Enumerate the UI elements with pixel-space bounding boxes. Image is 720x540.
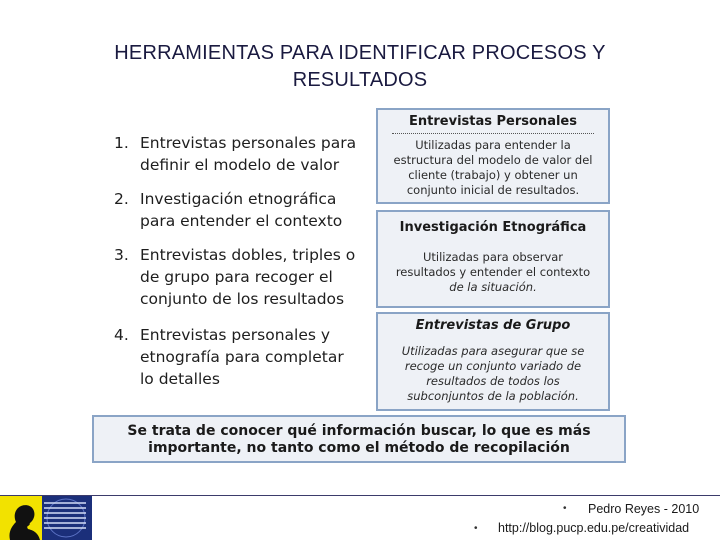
list-text-line: conjunto de los resultados (140, 290, 345, 308)
list-number: 3. (114, 246, 129, 264)
list-item (114, 188, 342, 232)
box-body (378, 134, 608, 198)
blog-logo (0, 496, 92, 540)
box-body-line: cliente (trabajo) y obtener un (408, 168, 578, 182)
logo-text-lines (44, 502, 86, 532)
box-body-line: resultados y entender el contexto (395, 265, 591, 279)
slide-title-line-1: HERRAMIENTAS PARA IDENTIFICAR PROCESOS Y (114, 42, 606, 64)
box-heading: Entrevistas de Grupo (415, 318, 571, 333)
box-entrevistas-personales (376, 108, 610, 204)
box-body-line: conjunto inicial de resultados. (406, 183, 580, 197)
box-heading: Investigación Etnográfica (399, 220, 587, 235)
footer-bullet: • (563, 503, 567, 514)
slide-title-line-2: RESULTADOS (292, 69, 428, 91)
list-text-line: lo detalles (140, 370, 220, 388)
list-text-line: para entender el contexto (140, 212, 343, 230)
box-body-line: Utilizadas para entender la (415, 138, 571, 152)
box-body-line: recoge un conjunto variado de (404, 359, 582, 373)
list-text-line: Entrevistas personales y (140, 326, 331, 344)
list-text-line: etnografía para completar (140, 348, 344, 366)
list-text-line: Investigación etnográfica (140, 190, 337, 208)
box-entrevistas-de-grupo (376, 312, 610, 411)
box-body (378, 338, 608, 404)
list-text-line: Entrevistas dobles, triples o (140, 246, 356, 264)
list-item (114, 324, 344, 390)
footer-url: http://blog.pucp.edu.pe/creatividad (498, 521, 690, 535)
list-number: 2. (114, 190, 129, 208)
list-item (114, 244, 355, 310)
box-body-line: resultados de todos los (426, 374, 560, 388)
footer-bullet: • (474, 523, 478, 534)
slide-title (30, 40, 690, 94)
box-body-line: estructura del modelo de valor del (393, 153, 593, 167)
banner-line-2: importante, no tanto como el método de recopilación (148, 440, 570, 456)
box-investigacion-etnografica (376, 210, 610, 308)
list-number: 1. (114, 134, 129, 152)
box-body (378, 242, 608, 295)
footer-divider (0, 495, 720, 496)
box-body-line: subconjuntos de la población. (407, 389, 579, 403)
box-body-line: Utilizadas para observar (422, 250, 564, 264)
banner-line-1: Se trata de conocer qué información buscar, lo que es más (127, 423, 591, 439)
box-body-line: Utilizadas para asegurar que se (401, 344, 585, 358)
conclusion-banner (92, 415, 626, 463)
list-text-line: de grupo para recoger el (140, 268, 333, 286)
box-heading: Entrevistas Personales (392, 110, 594, 134)
footer-author: Pedro Reyes - 2010 (588, 502, 700, 516)
list-item (114, 132, 356, 176)
list-text-line: Entrevistas personales para (140, 134, 357, 152)
list-text-line: definir el modelo de valor (140, 156, 340, 174)
box-body-line: de la situación. (449, 280, 537, 294)
list-number: 4. (114, 326, 129, 344)
